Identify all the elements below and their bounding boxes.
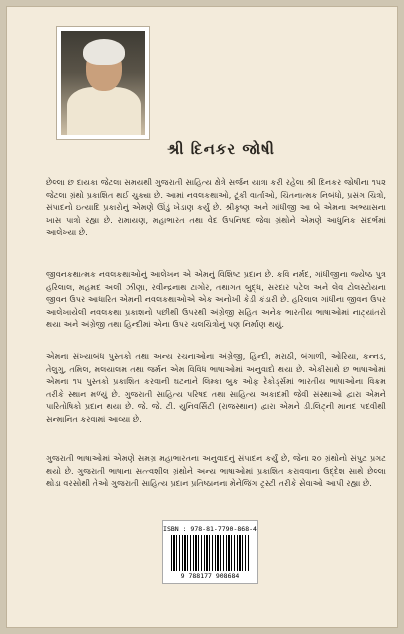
isbn-label: ISBN : 978-81-7790-868-4 bbox=[163, 525, 257, 533]
author-photo bbox=[56, 26, 150, 140]
back-cover bbox=[6, 6, 398, 628]
bio-paragraph-4: ગુજરાતી ભાષાઓમાં એમણે સમગ્ર મહાભારતના અનુવાદનું સંપાદન કર્યું છે, જેના ૨૦ ગ્રંથોનો સંપુટ પ્રગટ થયો છે. ગુજરાતી ભાષાના સત્ત્વશીલ ગ્રંથોને અન્ય ભાષાઓમાં પ્રકાશિત કરાવવાના ઉદ્દેશ સાથે છેલ્લા થોડા વરસોથી તેઓ ગુજરાતી સાહિત્ય પ્રદાન પ્રતિષ્ઠાનના મેનેજિંગ ટ્રસ્ટી તરીકે સેવાઓ આપી રહ્યા છે. bbox=[46, 453, 386, 489]
author-name-heading: શ્રી દિનકર જોષી bbox=[167, 140, 275, 158]
isbn-barcode bbox=[162, 520, 258, 584]
barcode-bars bbox=[171, 535, 249, 571]
bio-paragraph-1: છેલ્લા છ દાયકા જેટલા સમયથી ગુજરાતી સાહિત્ય ક્ષેત્રે સર્જન યાત્રા કરી રહેલા શ્રી દિનકર જોષીના ૧૫૨ જેટલા ગ્રંથો પ્રકાશિત થઈ ચુક્યા છે. આમાં નવલકથાઓ, ટૂંકી વાર્તાઓ, ચિંતનાત્મક નિબંધો, પ્રસંગ ચિત્રો, સંપાદનો ઇત્યાદિ પ્રકારોનું એમણે ઊંડું ખેડાણ કર્યું છે. શ્રીકૃષ્ણ અને ગાંધીજી આ બે એમના અભ્યાસના ખાસ પાત્રો રહ્યા છે. રામાયણ, મહાભારત તથા વેદ ઉપનિષદ જેવા ગ્રંથોને એમણે આધુનિક સંદર્ભમાં આલેખ્યા છે. bbox=[46, 177, 386, 238]
barcode-digits: 9 788177 908684 bbox=[180, 572, 240, 580]
bio-paragraph-2: જીવનકથાત્મક નવલકથાઓનું આલેખન એ એમનું વિશિષ્ટ પ્રદાન છે. કવિ નર્મદ, ગાંધીજીના જ્યેષ્ઠ પુત્ર હરિલાલ, મહમદ અલી ઝીણા, રવીન્દ્રનાથ ટાગોર, તથાગત બુદ્ધ, સરદાર પટેલ અને લેવ ટોલસ્ટોયના જીવન ઉપર આધારિત એમની નવલકથાઓએ એક અનોખી કેડી કંડારી છે. હરિલાલ ગાંધીના જીવન ઉપર આલેખાયેલી નવલકથા પ્રકાશનો પછીથી ઉપરથી અંગ્રેજી સહિત અનેક ભારતીય ભાષાઓમાં નાટ્યાંતરો થયા અને અંગ્રેજી તથા હિન્દીમાં એના ઉપર ચલચિત્રોનું પણ નિર્માણ થયું. bbox=[46, 269, 386, 330]
author-portrait-image bbox=[61, 31, 145, 135]
bio-paragraph-3: એમના સંખ્યાબંધ પુસ્તકો તથા અન્ય રચનાઓના અંગ્રેજી, હિન્દી, મરાઠી, બંગાળી, ઓરિયા, કન્નડ, તેલુગુ, તમિલ, મલયાલમ તથા જર્મન એમ વિવિધ ભાષાઓમાં અનુવાદો થયા છે. એકીસાથે છ ભાષાઓમાં એમના ૧૫ પુસ્તકો પ્રકાશિત કરવાની ઘટનાને લિમ્કા બુક ઓફ રેકોર્ડ્સમાં ભારતીય ભાષાઓના વિક્રમ તરીકે સ્થાન મળ્યું છે. ગુજરાતી સાહિત્ય પરિષદ તથા સાહિત્ય અકાદમી જેવી સંસ્થાઓ દ્વારા એમને પારિતોષિકો પ્રદાન થયા છે. જે. જે. ટી. યુનિવર્સિટી (રાજસ્થાન) દ્વારા એમને ડી.લિટ્ની માનદ પદવીથી સન્માનિત કરવામાં આવ્યા છે. bbox=[46, 351, 386, 424]
